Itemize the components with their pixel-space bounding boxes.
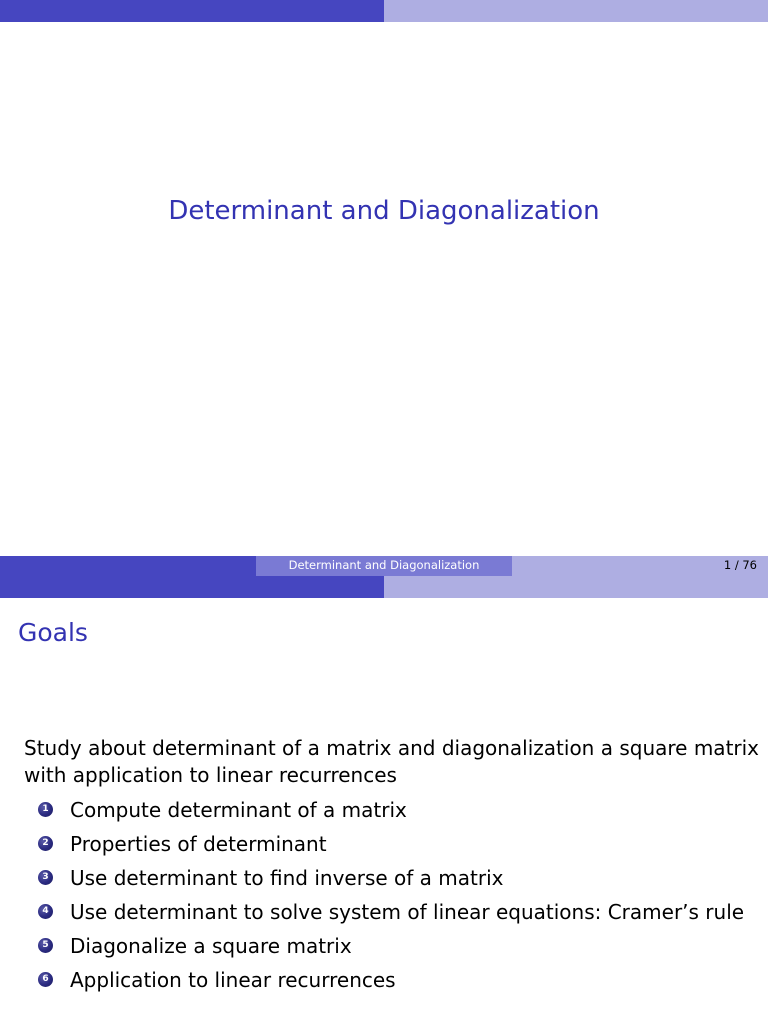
intro-line: with application to linear recurrences [24,763,397,787]
goals-slide [0,576,768,1024]
list-item-text: Use determinant to solve system of linear equations: Cramer’s rule [70,900,745,924]
list-item-text: Diagonalize a square matrix [70,934,352,958]
list-item-text: Compute determinant of a matrix [70,798,407,822]
number-bullet-icon: 1 [38,802,53,817]
footer-left-section [0,556,256,576]
footer-bar [0,556,768,576]
header-bar-left [0,576,384,598]
list-item-text: Use determinant to find inverse of a matrix [70,866,504,890]
number-bullet-icon: 3 [38,870,53,885]
intro-paragraph [24,735,760,789]
page-number: 1 / 76 [723,558,757,572]
footer-title: Determinant and Diagonalization [256,556,512,576]
list-item-text: Application to linear recurrences [70,968,396,992]
number-bullet-icon: 5 [38,938,53,953]
frame-title: Goals [18,618,88,647]
header-bar [0,0,768,22]
header-bar-right [384,576,768,598]
list-item-text: Properties of determinant [70,832,327,856]
header-bar [0,576,768,598]
intro-line: Study about determinant of a matrix and diagonalization a square matrix [24,736,760,760]
number-bullet-icon: 6 [38,972,53,987]
header-bar-left [0,0,384,22]
number-bullet-icon: 2 [38,836,53,851]
presentation-title: Determinant and Diagonalization [168,196,600,226]
number-bullet-icon: 4 [38,904,53,919]
footer-page-number-section [512,556,768,576]
header-bar-right [384,0,768,22]
